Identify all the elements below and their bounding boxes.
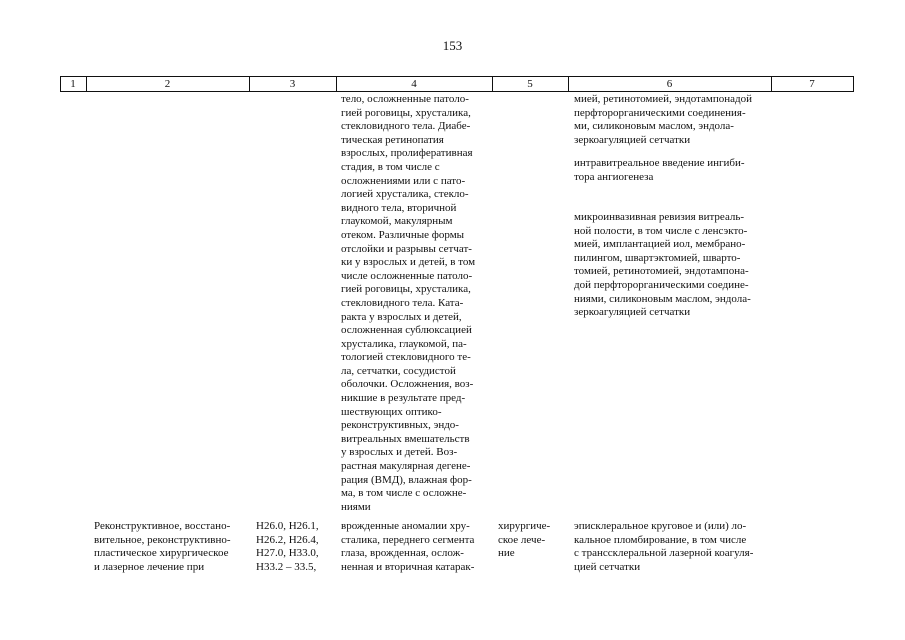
column-number-3: 3 xyxy=(289,78,296,90)
treatment-method-text: эписклеральное круговое и (или) ло- кальное пломбирование, в том числе с транссклеральной лазерной коагуля- цией сетчатки xyxy=(574,520,754,573)
continued-treatment-method-2: интравитреальное введение ингиби- тора ангиогенеза xyxy=(574,157,745,183)
page-number: 153 xyxy=(442,38,463,53)
column-number-2: 2 xyxy=(164,78,171,90)
continued-treatment-method-3: микроинвазивная ревизия витреаль- ной полости, в том числе с ленсэкто- мией, имплантацией иол, мембрано- пилингом, швартэктомией, шварто- томией, ретинотомией, эндотампона- дой перфторорганическими соедине- ниями, силиконовым маслом, эндола- зеркоагуляцией сетчатки xyxy=(574,211,751,319)
column-number-4: 4 xyxy=(411,78,417,90)
column-number-6: 6 xyxy=(666,78,673,90)
column-divider xyxy=(853,77,854,92)
treatment-category-text: хирургиче- ское лече- ние xyxy=(498,520,551,560)
header-bottom-rule xyxy=(60,91,854,92)
treatment-type-text: Реконструктивное, восстано- вительное, реконструктивно- пластическое хирургическое и лазерное лечение при xyxy=(94,520,231,573)
column-number-7: 7 xyxy=(809,78,815,90)
column-number-5: 5 xyxy=(527,78,533,90)
continued-treatment-method-1: мией, ретинотомией, эндотампонадой перфторорганическими соединения- ми, силиконовым маслом, эндола- зеркоагуляцией сетчатки xyxy=(574,93,752,146)
continued-diagnosis-text: тело, осложненные патоло- гией роговицы, хрусталика, стекловидного тела. Диабе- тическая ретинопатия взрослых, пролиферативная стадия, в том числе с осложнениями или с пато- логией хрусталика, стекло- видного тела, вторичной глаукомой, макулярным отеком. Различные формы отслойки и разрывы сетчат- ки у взрослых и детей, в том числе осложненные патоло- гией роговицы, хрусталика, стекловидного тела. Ката- ракта у взрослых и детей, осложненная сублюксацией хрусталика, глаукомой, па- тологией стекловидного те- ла, сетчатки, сосудистой оболочки. Осложнения, воз- никшие в результате пред- шествующих оптико- реконструктивных, эндо- витреальных вмешательств у взрослых и детей. Воз- растная макулярная дегене- рация (ВМД), влажная фор- ма, в том числе с осложне- ниями xyxy=(341,93,476,513)
icd-codes-text: H26.0, H26.1, H26.2, H26.4, H27.0, H33.0, H33.2 – 33.5, xyxy=(256,520,319,573)
column-number-1: 1 xyxy=(70,78,76,90)
diagnosis-text: врожденные аномалии хру- сталика, переднего сегмента глаза, врожденная, ослож- ненная и вторичная катарак- xyxy=(341,520,475,573)
table-top-rule xyxy=(60,76,854,77)
